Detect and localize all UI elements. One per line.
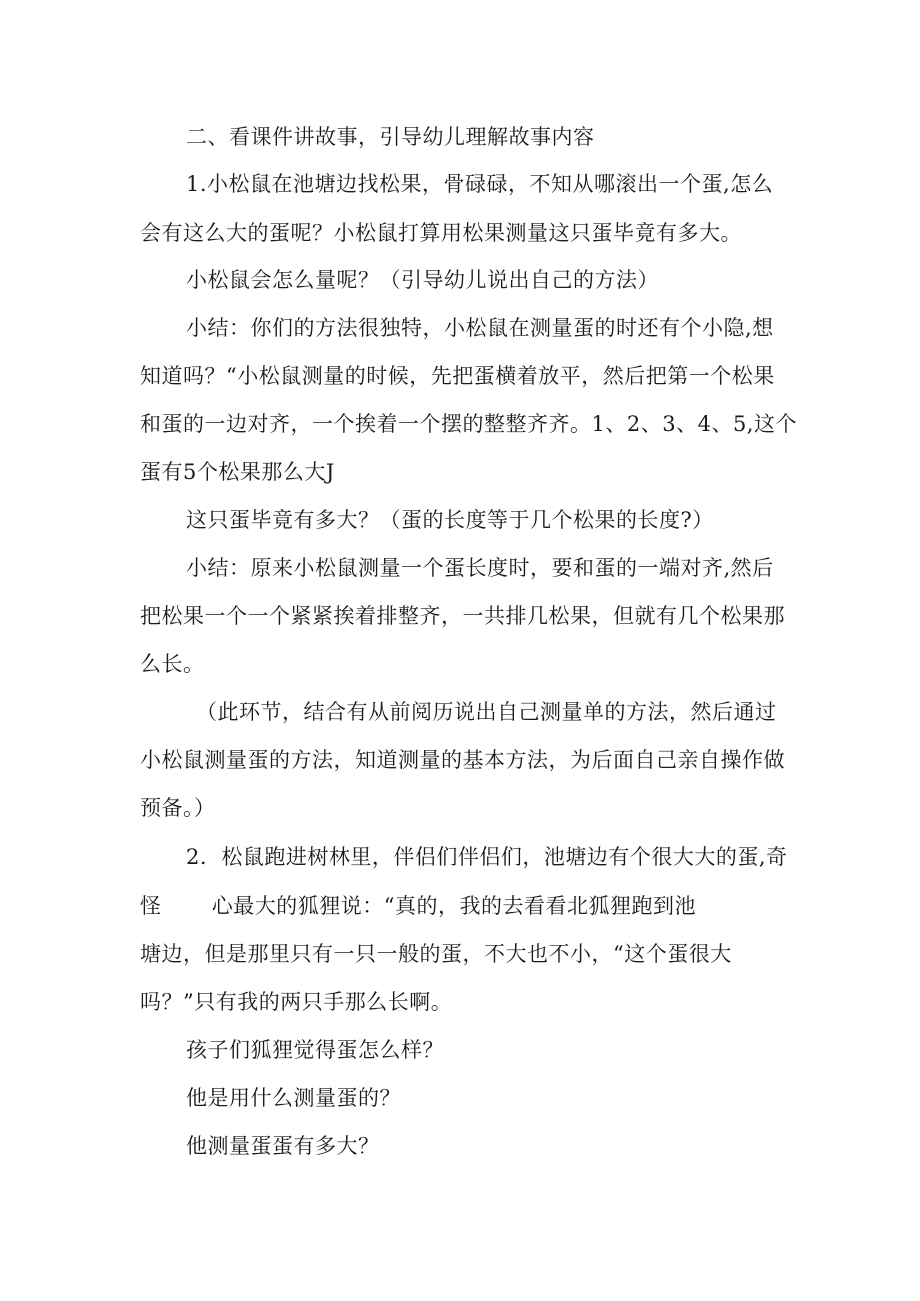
paragraph-line: 和蛋的一边对齐，一个挨着一个摆的整整齐齐。1、2、3、4、5,这个: [140, 412, 797, 436]
paragraph-line: 小松鼠会怎么量呢？（引导幼儿说出自己的方法）: [186, 268, 659, 292]
paragraph-line: 蛋有5个松果那么大J: [140, 460, 335, 484]
section-heading: 二、看课件讲故事，引导幼儿理解故事内容: [186, 125, 595, 149]
paragraph-line: 小松鼠测量蛋的方法，知道测量的基本方法，为后面自己亲自操作做: [140, 748, 785, 772]
paragraph-line: 2．松鼠跑进树林里，伴侣们伴侣们，池塘边有个很大大的蛋,奇: [186, 845, 788, 869]
paragraph-line: 知道吗？“小松鼠测量的时候，先把蛋横着放平，然后把第一个松果: [140, 364, 775, 388]
paragraph-line: 这只蛋毕竟有多大？（蛋的长度等于几个松果的长度?）: [186, 508, 714, 532]
paragraph-line: 会有这么大的蛋呢？小松鼠打算用松果测量这只蛋毕竟有多大。: [140, 221, 742, 245]
paragraph-line: 小结：原来小松鼠测量一个蛋长度时，要和蛋的一端对齐,然后: [186, 556, 774, 580]
paragraph-line: 塘边，但是那里只有一只一般的蛋，不大也不小，“这个蛋很大: [140, 942, 732, 966]
paragraph-line: 预备。）: [140, 796, 216, 820]
paragraph-line: 把松果一个一个紧紧挨着排整齐，一共排几松果，但就有几个松果那: [140, 604, 785, 628]
paragraph-line: 1.小松鼠在池塘边找松果，骨碌碌，不知从哪滚出一个蛋,怎么: [186, 172, 774, 196]
paragraph-line: 他测量蛋蛋有多大？: [186, 1134, 380, 1158]
paragraph-line: 吗？”只有我的两只手那么长啊。: [140, 990, 453, 1014]
paragraph-line: 孩子们狐狸觉得蛋怎么样？: [186, 1038, 444, 1062]
paragraph-line: 怪 心最大的狐狸说：“真的，我的去看看北狐狸跑到池: [140, 894, 696, 918]
paragraph-line: 他是用什么测量蛋的？: [186, 1086, 401, 1110]
paragraph-line: 么长。: [140, 652, 205, 676]
paragraph-line: （此环节，结合有从前阅历说出自己测量单的方法，然后通过: [196, 700, 777, 724]
paragraph-line: 小结：你们的方法很独特，小松鼠在测量蛋的时还有个小隐,想: [186, 316, 774, 340]
